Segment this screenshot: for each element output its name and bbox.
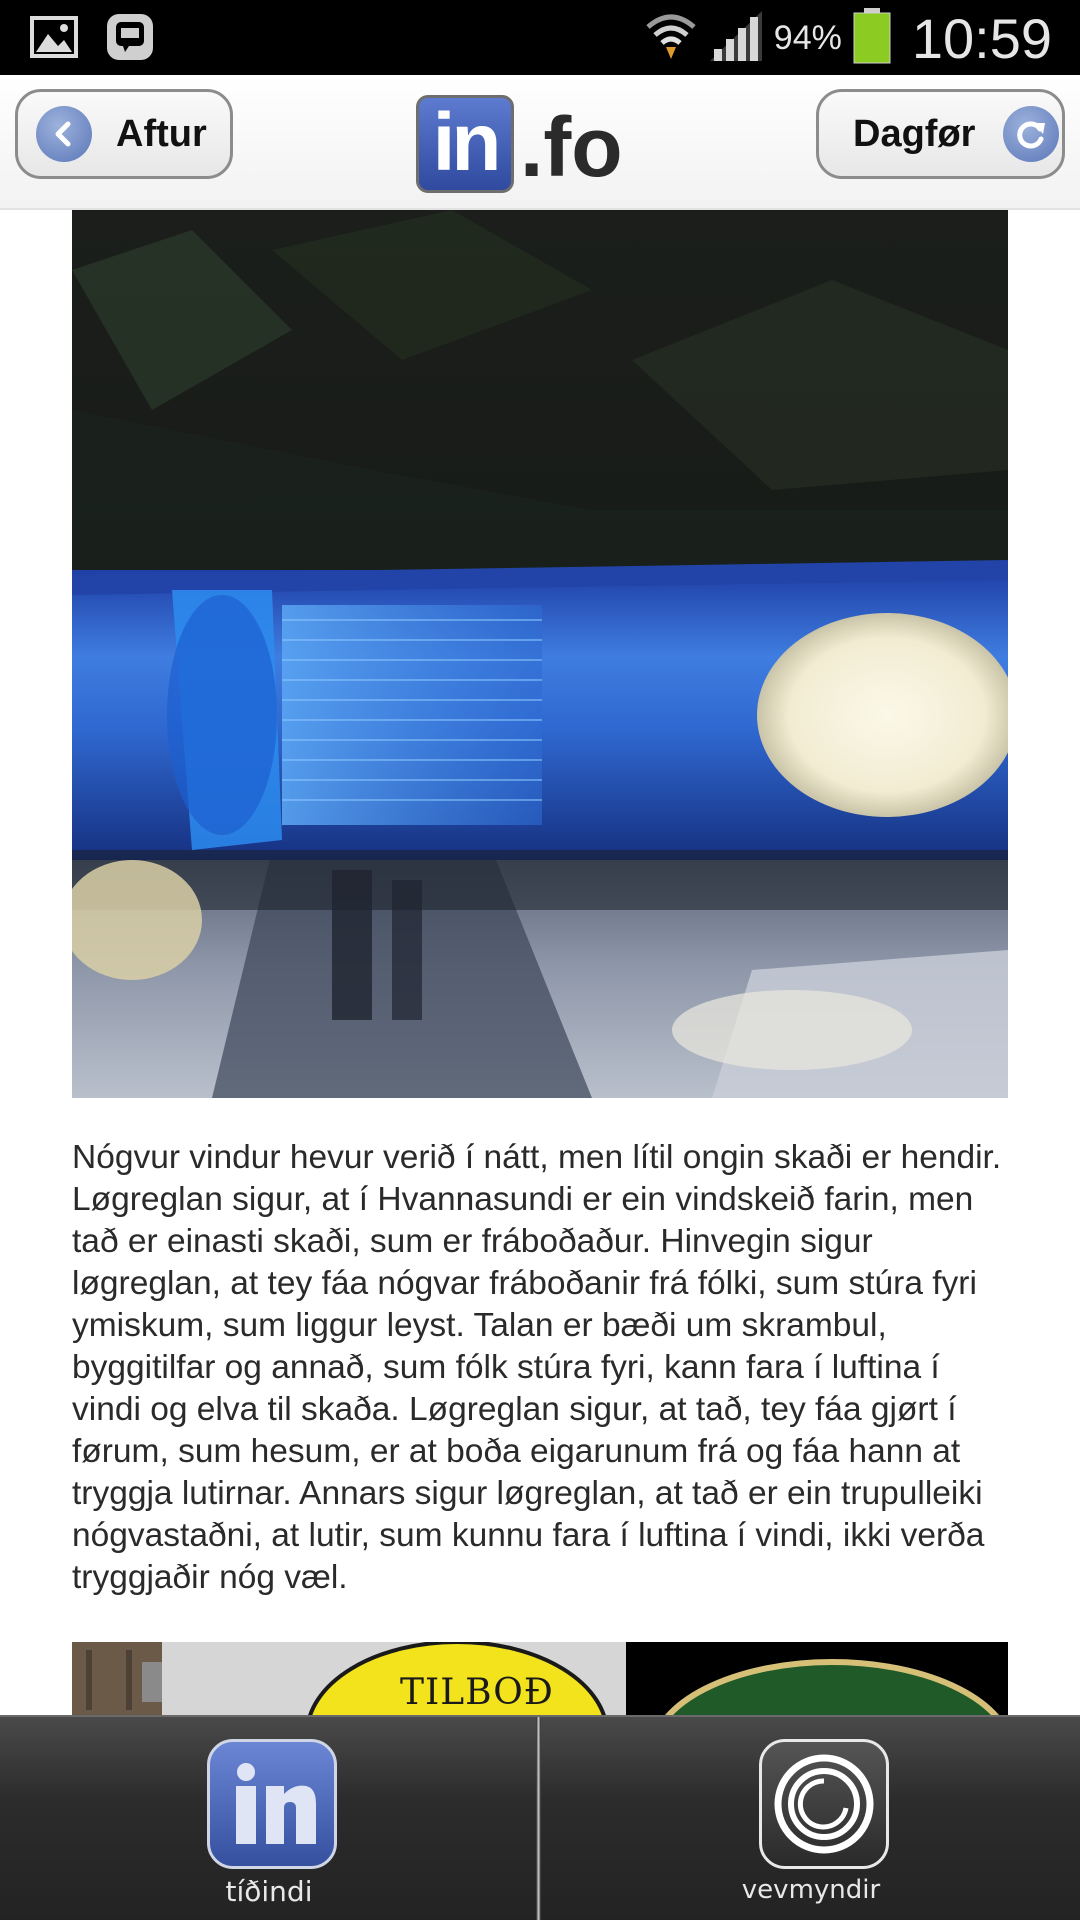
logo-mark: in (416, 95, 514, 193)
status-bar-right (644, 6, 1052, 70)
back-button[interactable] (15, 89, 233, 179)
status-bar (0, 0, 1080, 75)
webcam-icon (759, 1739, 889, 1869)
in-logo-icon (207, 1739, 337, 1869)
signal-icon (708, 9, 764, 68)
battery-icon (852, 8, 892, 69)
tab-divider (536, 1717, 541, 1920)
gallery-icon (28, 12, 80, 62)
in-fo-logo (416, 93, 623, 193)
tab-news-label: tíðindi (225, 1875, 313, 1908)
article-body: Nógvur vindur hevur verið í nátt, men lítil ongin skaði er hendir. Løgreglan sigur, at í Hvannasundi er ein vindskeið farin, men tað er einasti skaði, sum er fráboðaður. Hinvegin sigur løgreglan, at tey fáa nógvar fráboðanir frá fólki, sum stúra fyri ymiskum, sum liggur leyst. Talan er bæði um skrambul, byggitilfar og annað, sum fólk stúra fyri, kann fara í luftina í vindi og elva til skaða. Løgreglan sigur, at tað, tey fáa gjørt í førum, sum hesum, er at boða eigarunum frá og fáa hann at tryggja lutirnar. Annars sigur løgreglan, at tað er ein trupulleiki nógvastaðni, at lutir, sum kunnu fara í luftina í vindi, ikki verða tryggjaðir nóg væl. (72, 1139, 1002, 1596)
wifi-icon (644, 9, 698, 68)
refresh-button[interactable] (816, 89, 1065, 179)
chevron-left-icon (36, 106, 92, 162)
status-bar-left (28, 12, 156, 62)
clock: 10:59 (911, 6, 1052, 70)
bottom-tab-bar (0, 1715, 1080, 1920)
back-button-label: Aftur (116, 112, 207, 155)
police-light-photo (72, 210, 1008, 1098)
ad-text: TILBOÐ (400, 1672, 554, 1713)
app-header (0, 75, 1080, 210)
refresh-button-label: Dagfør (853, 112, 976, 155)
refresh-icon (1003, 106, 1059, 162)
article-view[interactable] (0, 210, 1080, 1715)
ad-banner[interactable] (72, 1642, 1008, 1715)
logo-domain: .fo (520, 100, 623, 194)
tab-webcams-label: vevmyndir (741, 1875, 881, 1905)
bbm-icon (104, 12, 156, 62)
tab-news[interactable] (0, 1717, 538, 1920)
tab-webcams[interactable] (542, 1717, 1080, 1920)
battery-percent: 94% (773, 18, 842, 57)
